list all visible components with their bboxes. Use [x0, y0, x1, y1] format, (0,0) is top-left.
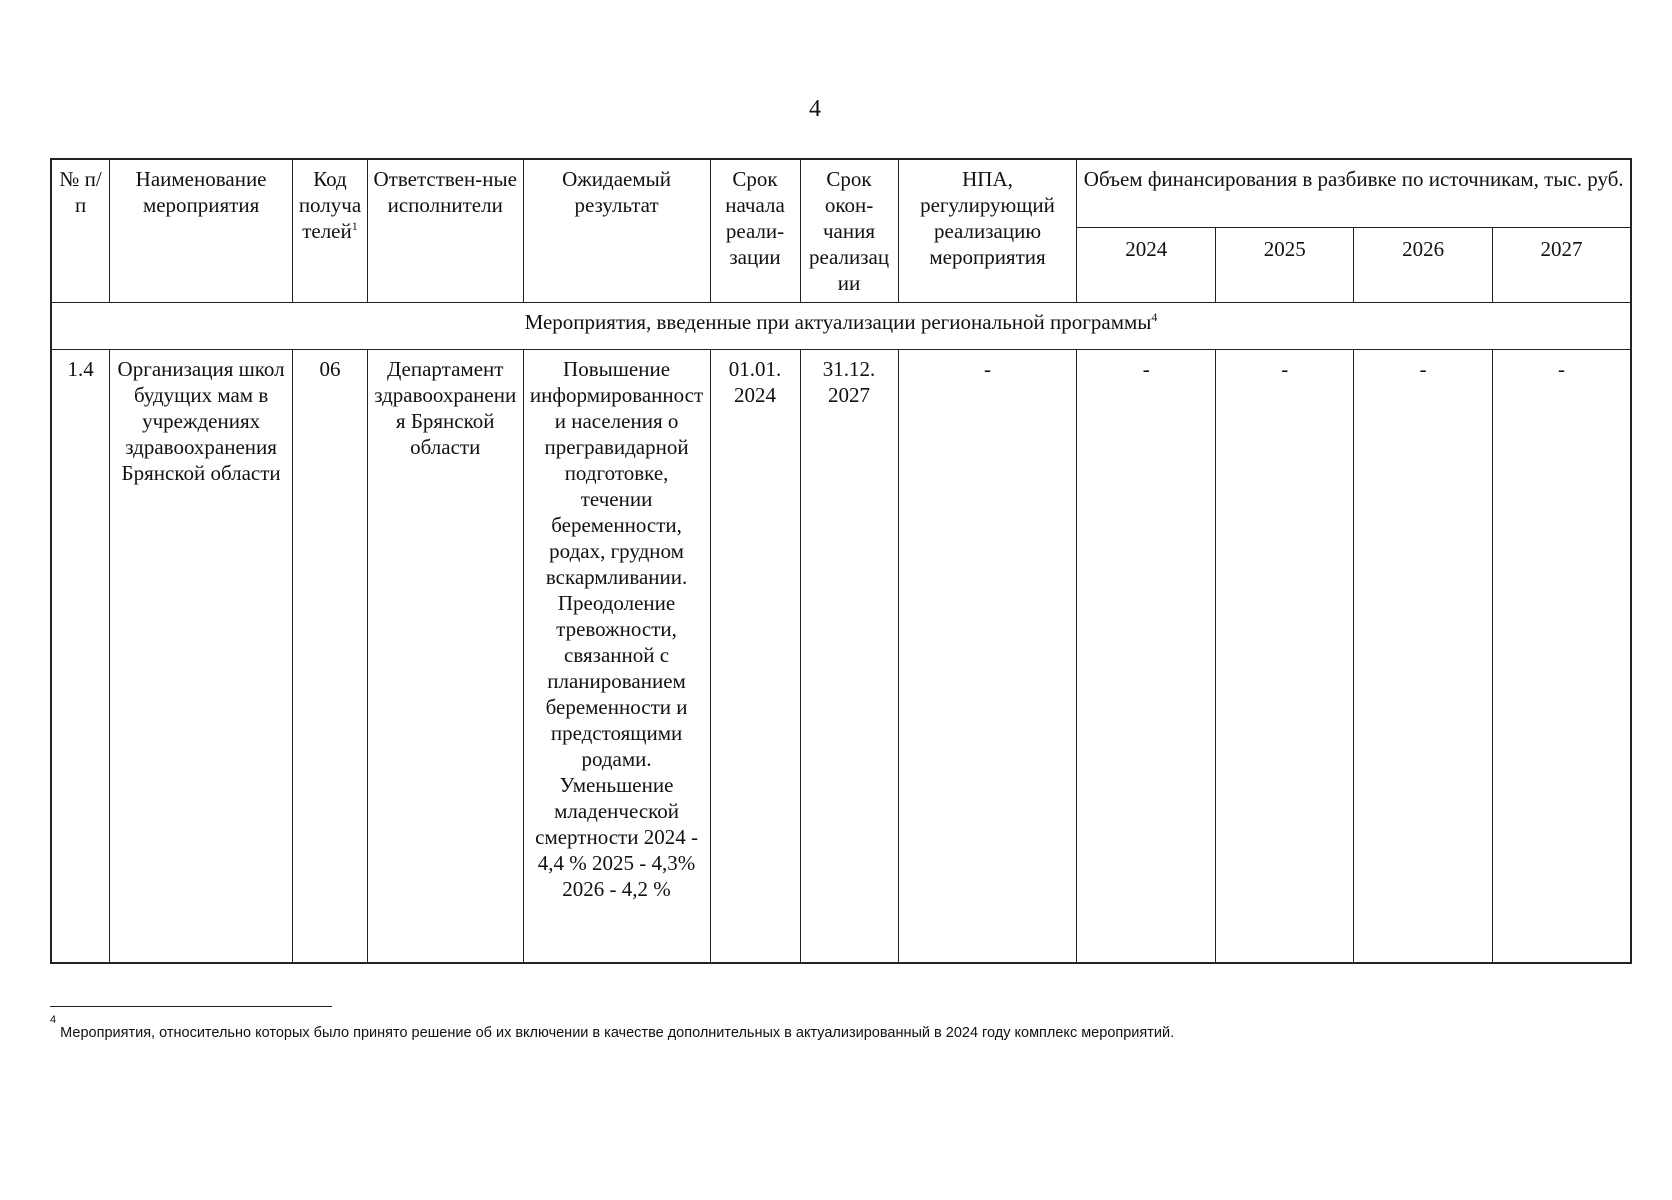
footnote: [50, 1014, 1610, 1042]
cell-code: 06: [293, 350, 368, 964]
header-end: Срок окон-чания реализации: [800, 159, 898, 303]
cell-2024: -: [1077, 350, 1215, 964]
table-row: [51, 350, 1631, 964]
cell-2027: -: [1492, 350, 1631, 964]
cell-2026: -: [1354, 350, 1492, 964]
header-name: Наименование мероприятия: [110, 159, 293, 303]
footnote-marker: 4: [50, 1014, 57, 1026]
header-start: Срок начала реали-зации: [710, 159, 800, 303]
cell-npa: -: [898, 350, 1077, 964]
header-row: [51, 159, 1631, 228]
cell-responsible: Департамент здравоохранения Брянской области: [367, 350, 523, 964]
activities-table: [50, 158, 1632, 964]
header-year-2026: 2026: [1354, 228, 1492, 303]
footnote-text: Мероприятия, относительно которых было принято решение об их включении в качестве дополнительных в актуализированный в 2024 году комплекс мероприятий.: [60, 1025, 1175, 1041]
header-result: Ожидаемый результат: [523, 159, 710, 303]
cell-num: 1.4: [51, 350, 110, 964]
header-npa: НПА, регулирующий реализацию мероприятия: [898, 159, 1077, 303]
header-responsible: Ответствен-ные исполнители: [367, 159, 523, 303]
cell-end: 31.12. 2027: [800, 350, 898, 964]
section-title: Мероприятия, введенные при актуализации региональной программы$^4$: [51, 303, 1631, 350]
header-funding: Объем финансирования в разбивке по источникам, тыс. руб.: [1077, 159, 1631, 228]
cell-start: 01.01. 2024: [710, 350, 800, 964]
section-row: [51, 303, 1631, 350]
header-year-2027: 2027: [1492, 228, 1631, 303]
header-year-2025: 2025: [1215, 228, 1353, 303]
cell-name: Организация школ будущих мам в учреждениях здравоохранения Брянской области: [110, 350, 293, 964]
page-number: 4: [809, 96, 821, 122]
header-code: Код получателей$^1$: [293, 159, 368, 303]
section-sup: 4: [1151, 310, 1158, 324]
cell-result: Повышение информированности населения о прегравидарной подготовке, течении беременности, родах, грудном вскармливании. Преодоление тревожности, связанной с планированием беременности и предстоящими родами. Уменьшение младенческой смертности 2024 - 4,4 % 2025 - 4,3% 2026 - 4,2 %: [523, 350, 710, 964]
cell-2025: -: [1215, 350, 1353, 964]
footnote-divider: [50, 1006, 332, 1007]
header-year-2024: 2024: [1077, 228, 1215, 303]
header-code-sup: 1: [351, 219, 358, 233]
header-num: № п/п: [51, 159, 110, 303]
